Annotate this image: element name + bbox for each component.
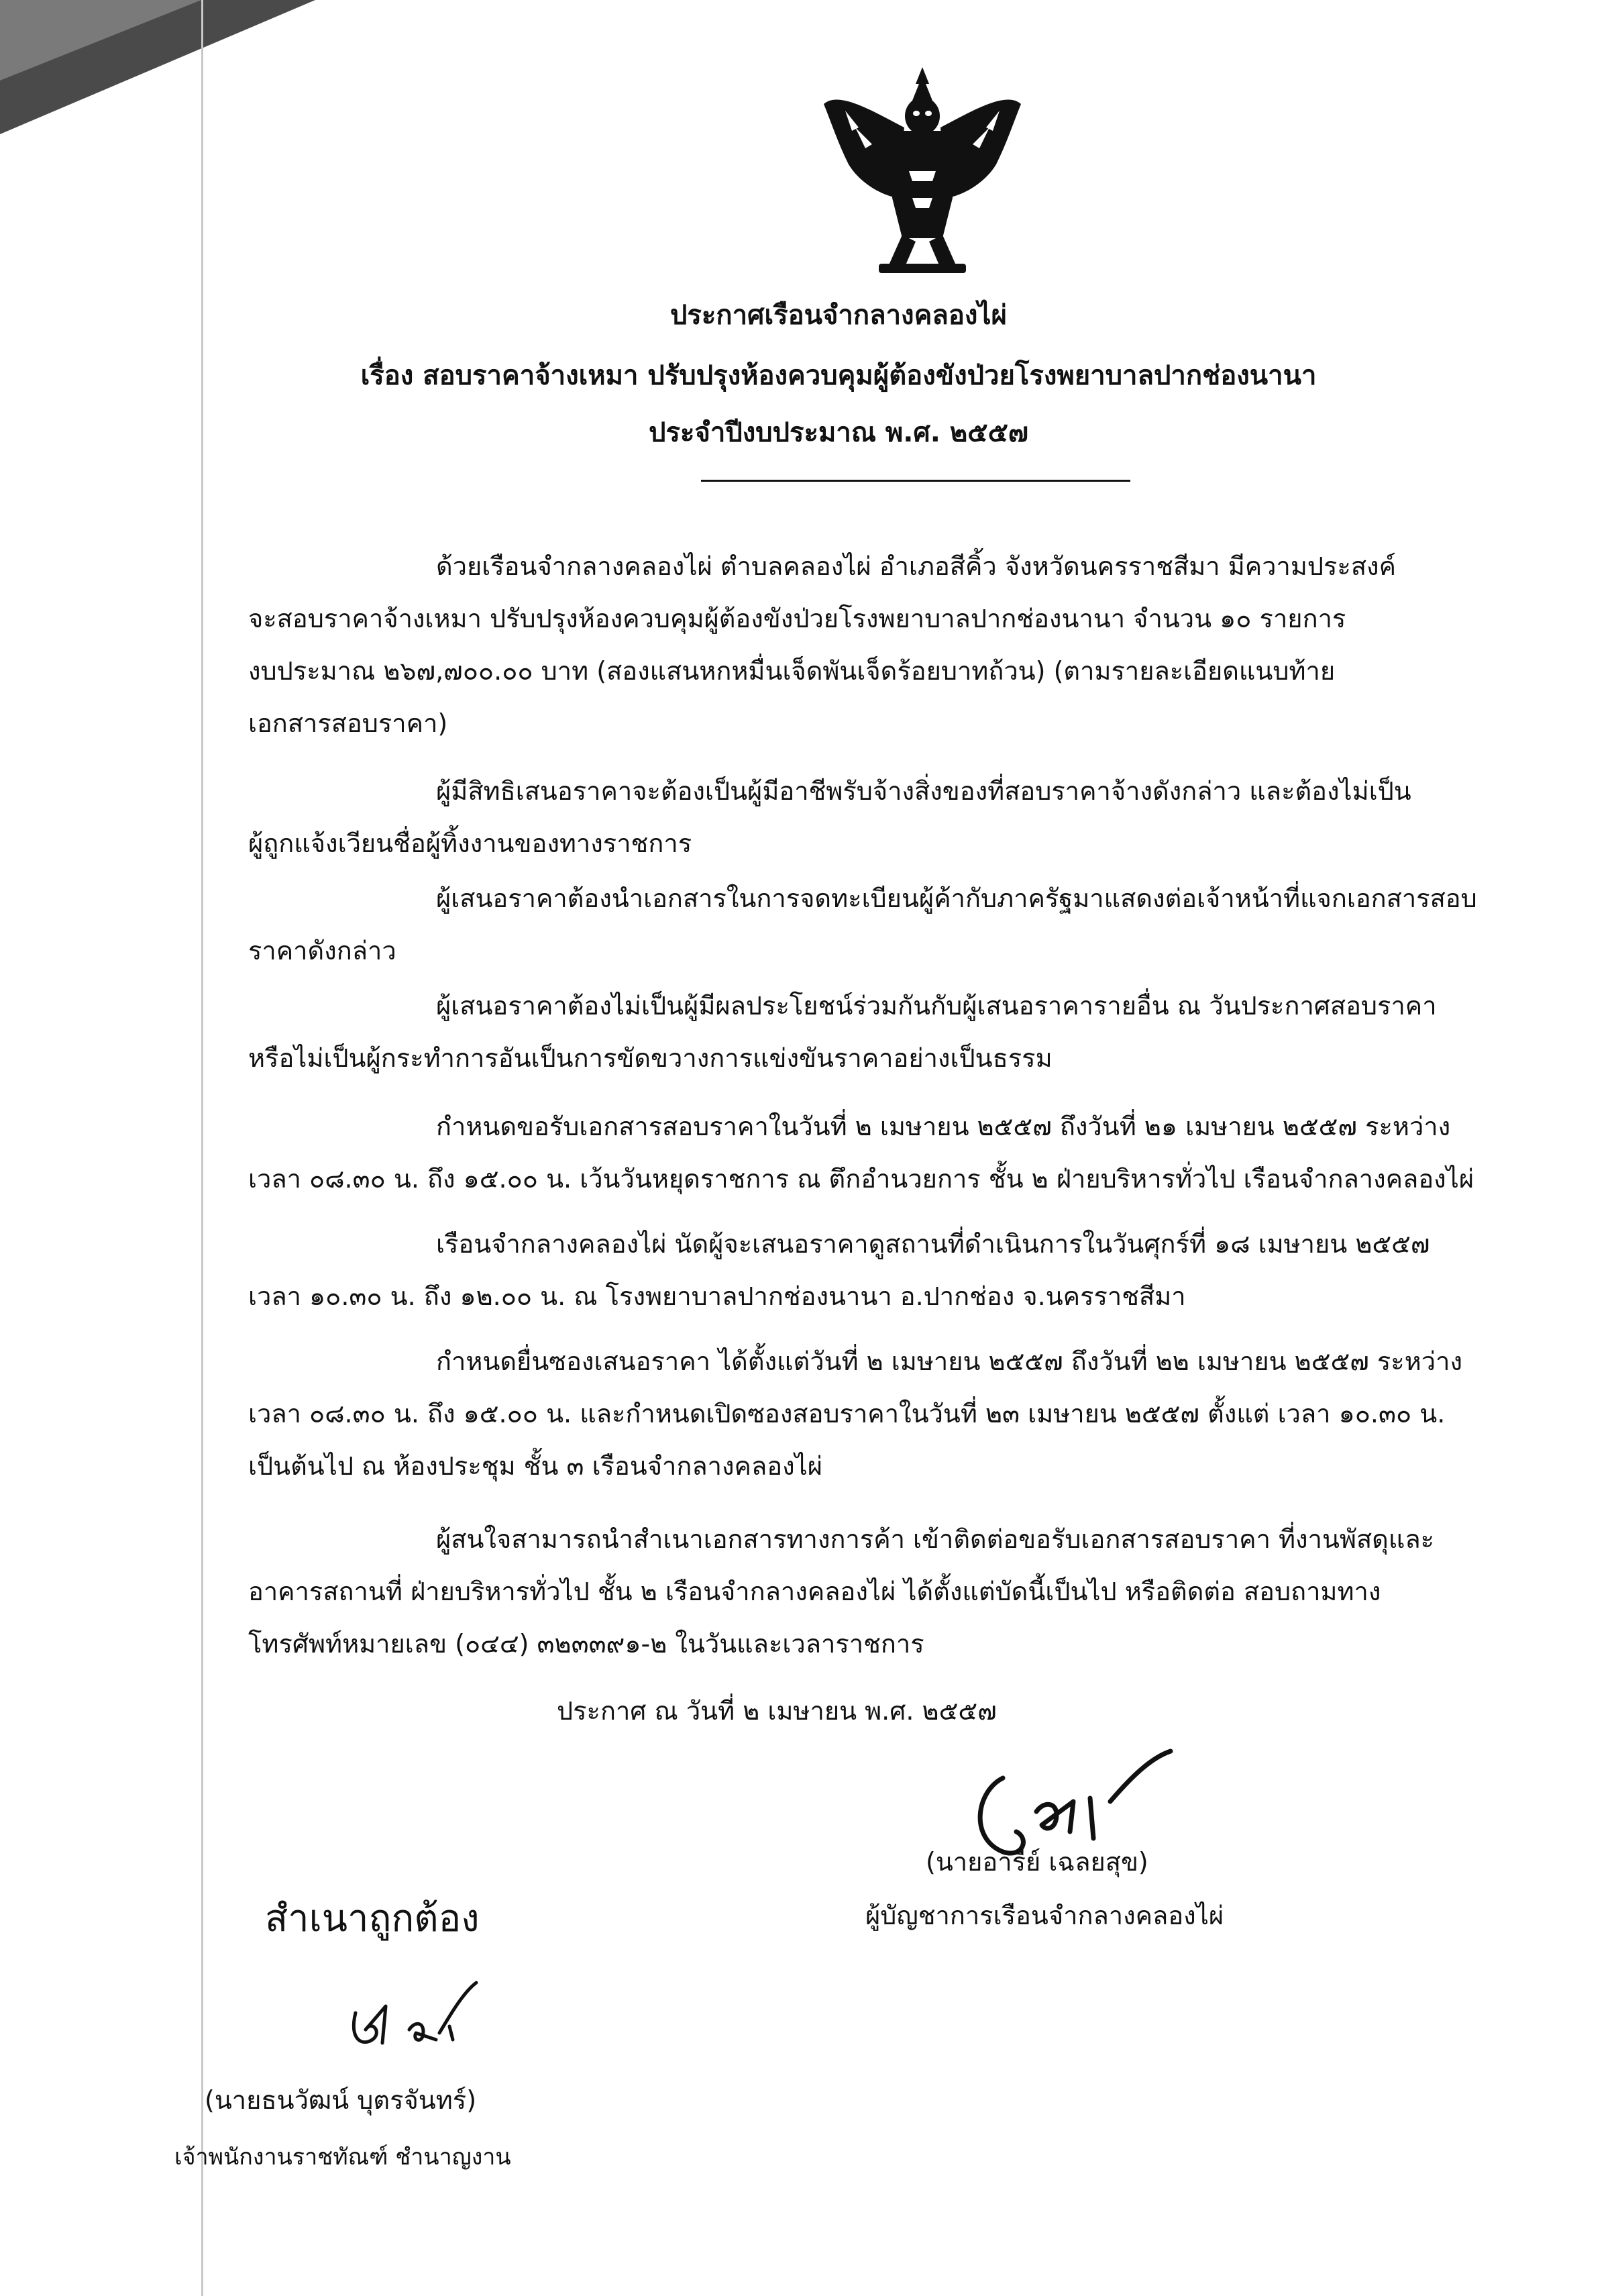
- paragraph-line: เวลา ๐๘.๓๐ น. ถึง ๑๕.๐๐ น. เว้นวันหยุดราชการ ณ ตึกอำนวยการ ชั้น ๒ ฝ่ายบริหารทั่วไป เรือนจำกลางคลองไผ่: [248, 1164, 1474, 1194]
- heading-underline: [701, 480, 1130, 482]
- paragraph-line: ผู้เสนอราคาต้องนำเอกสารในการจดทะเบียนผู้ค้ากับภาครัฐมาแสดงต่อเจ้าหน้าที่แจกเอกสารสอบ: [436, 884, 1477, 913]
- paragraph-document-pickup: [248, 1100, 1583, 1205]
- certifier-signature: [335, 1966, 490, 2060]
- announcement-subject: เรื่อง สอบราคาจ้างเหมา ปรับปรุงห้องควบคุมผู้ต้องขังป่วยโรงพยาบาลปากช่องนานา: [360, 360, 1317, 391]
- paragraph-line: ผู้ถูกแจ้งเวียนชื่อผู้ทิ้งงานของทางราชการ: [248, 829, 692, 858]
- paragraph-eligibility: [248, 765, 1583, 870]
- garuda-emblem-icon: [818, 64, 1026, 278]
- paragraph-line: เป็นต้นไป ณ ห้องประชุม ชั้น ๓ เรือนจำกลางคลองไผ่: [248, 1451, 823, 1481]
- paragraph-line: ผู้มีสิทธิเสนอราคาจะต้องเป็นผู้มีอาชีพรับจ้างสิ่งของที่สอบราคาจ้างดังกล่าว และต้องไม่เป็น: [436, 776, 1411, 806]
- paragraph-line: หรือไม่เป็นผู้กระทำการอันเป็นการขัดขวางการแข่งขันราคาอย่างเป็นธรรม: [248, 1043, 1053, 1073]
- paragraph-line: กำหนดขอรับเอกสารสอบราคาในวันที่ ๒ เมษายน ๒๕๕๗ ถึงวันที่ ๒๑ เมษายน ๒๕๕๗ ระหว่าง: [436, 1112, 1451, 1141]
- paragraph-line: งบประมาณ ๒๖๗,๗๐๐.๐๐ บาท (สองแสนหกหมื่นเจ็ดพันเจ็ดร้อยบาทถ้วน) (ตามรายละเอียดแนบท้าย: [248, 656, 1336, 686]
- paragraph-line: อาคารสถานที่ ฝ่ายบริหารทั่วไป ชั้น ๒ เรือนจำกลางคลองไผ่ ได้ตั้งแต่บัดนี้เป็นไป หรือติดต่อ สอบถามทาง: [248, 1577, 1381, 1606]
- paragraph-line: จะสอบราคาจ้างเหมา ปรับปรุงห้องควบคุมผู้ต้องขังป่วยโรงพยาบาลปากช่องนานา จำนวน ๑๐ รายการ: [248, 604, 1346, 633]
- paragraph-registration: [248, 872, 1583, 977]
- signer-name: (นายอารีย์ เฉลยสุข): [926, 1847, 1148, 1877]
- paragraph-line: กำหนดยื่นซองเสนอราคา ได้ตั้งแต่วันที่ ๒ เมษายน ๒๕๕๗ ถึงวันที่ ๒๒ เมษายน ๒๕๕๗ ระหว่าง: [436, 1347, 1463, 1376]
- announcement-title: ประกาศเรือนจำกลางคลองไผ่: [670, 300, 1007, 331]
- certified-copy-label: สำเนาถูกต้อง: [265, 1897, 480, 1940]
- paragraph-line: เรือนจำกลางคลองไผ่ นัดผู้จะเสนอราคาดูสถานที่ดำเนินการในวันศุกร์ที่ ๑๘ เมษายน ๒๕๕๗: [436, 1229, 1430, 1259]
- paragraph-line: ราคาดังกล่าว: [248, 936, 396, 966]
- paragraph-line: ผู้สนใจสามารถนำสำเนาเอกสารทางการค้า เข้าติดต่อขอรับเอกสารสอบราคา ที่งานพัสดุและ: [436, 1524, 1435, 1554]
- certifier-title: เจ้าพนักงานราชทัณฑ์ ชำนาญงาน: [174, 2144, 511, 2171]
- announcement-date: ประกาศ ณ วันที่ ๒ เมษายน พ.ศ. ๒๕๕๗: [557, 1696, 997, 1726]
- paragraph-purpose: [248, 540, 1583, 749]
- paragraph-line: ด้วยเรือนจำกลางคลองไผ่ ตำบลคลองไผ่ อำเภอสีคิ้ว จังหวัดนครราชสีมา มีความประสงค์: [436, 552, 1397, 581]
- paragraph-line: เวลา ๑๐.๓๐ น. ถึง ๑๒.๐๐ น. ณ โรงพยาบาลปากช่องนานา อ.ปากช่อง จ.นครราชสีมา: [248, 1282, 1186, 1311]
- paragraph-line: เอกสารสอบราคา): [248, 709, 448, 738]
- paragraph-site-visit: [248, 1218, 1583, 1322]
- paragraph-contact: [248, 1513, 1583, 1670]
- scan-corner-fold: [0, 0, 201, 81]
- paragraph-conflict-of-interest: [248, 980, 1583, 1084]
- paragraph-bid-submission: [248, 1335, 1583, 1492]
- announcement-fiscal-year: ประจำปีงบประมาณ พ.ศ. ๒๕๕๗: [649, 417, 1028, 448]
- certifier-name: (นายธนวัฒน์ บุตรจันทร์): [205, 2085, 477, 2115]
- paragraph-line: โทรศัพท์หมายเลข (๐๔๔) ๓๒๓๓๙๑-๒ ในวันและเวลาราชการ: [248, 1629, 924, 1659]
- scan-edge-line: [201, 0, 203, 2296]
- paragraph-line: เวลา ๐๘.๓๐ น. ถึง ๑๕.๐๐ น. และกำหนดเปิดซองสอบราคาในวันที่ ๒๓ เมษายน ๒๕๕๗ ตั้งแต่ เวลา ๑๐.๓๐ น.: [248, 1399, 1446, 1428]
- paragraph-line: ผู้เสนอราคาต้องไม่เป็นผู้มีผลประโยชน์ร่วมกันกับผู้เสนอราคารายอื่น ณ วันประกาศสอบราคา: [436, 991, 1437, 1021]
- signer-title: ผู้บัญชาการเรือนจำกลางคลองไผ่: [865, 1901, 1224, 1930]
